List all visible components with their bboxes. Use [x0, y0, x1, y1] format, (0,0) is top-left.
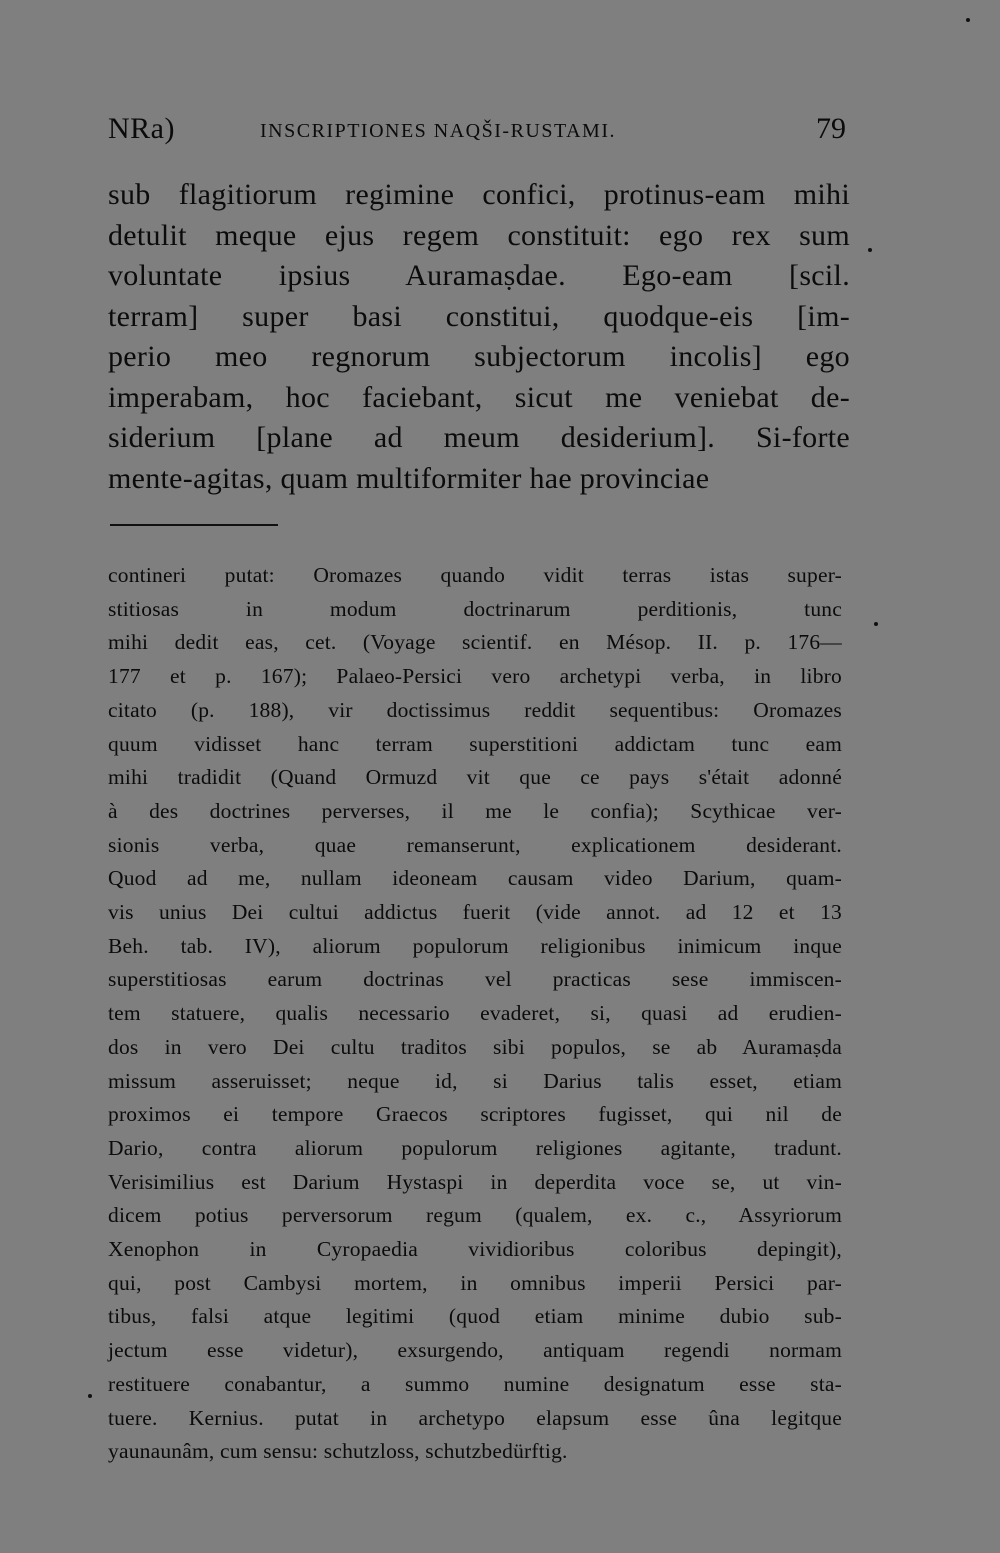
footnote-line: contineri putat: Oromazes quando vidit terras istas super-	[108, 563, 842, 587]
main-text-line: mente-agitas, quam multiformiter hae provinciae	[108, 461, 710, 495]
footnote-line: stitiosas in modum doctrinarum perditionis, tunc	[108, 596, 842, 621]
main-text	[108, 175, 850, 499]
main-text-line: detulit meque ejus regem constituit: ego rex sum	[108, 218, 850, 252]
page-title: INSCRIPTIONES NAQŠI-RUSTAMI.	[260, 120, 616, 142]
footnote-line: Xenophon in Cyropaedia vividioribus coloribus depingit),	[108, 1237, 842, 1262]
footnote-line: jectum esse videtur), exsurgendo, antiquam regendi normam	[108, 1338, 842, 1363]
footnote-line: 177 et p. 167); Palaeo-Persici vero archetypi verba, in libro	[108, 664, 842, 689]
footnote-line: Beh. tab. IV), aliorum populorum religionibus inimicum inque	[108, 933, 842, 958]
print-speck	[874, 622, 878, 626]
footnote-line: Dario, contra aliorum populorum religiones agitante, tradunt.	[108, 1135, 842, 1160]
main-text-line: siderium [plane ad meum desiderium]. Si-forte	[108, 421, 850, 454]
print-speck	[966, 18, 970, 22]
footnote	[108, 559, 842, 1469]
main-text-line: voluntate ipsius Auramaṣdae. Ego-eam [scil.	[108, 259, 850, 292]
main-text-line: terram] super basi constitui, quodque-eis [im-	[108, 299, 850, 333]
footnote-line: vis unius Dei cultui addictus fuerit (vide annot. ad 12 et 13	[108, 900, 842, 925]
footnote-line: missum asseruisset; neque id, si Darius talis esset, etiam	[108, 1068, 842, 1093]
footnote-line: Quod ad me, nullam ideoneam causam video Darium, quam-	[108, 866, 842, 891]
footnote-line: tem statuere, qualis necessario evaderet, si, quasi ad erudien-	[108, 1001, 842, 1026]
page-number: 79	[816, 112, 846, 145]
footnote-line: proximos ei tempore Graecos scriptores fugisset, qui nil de	[108, 1102, 842, 1127]
main-text-line: perio meo regnorum subjectorum incolis] ego	[108, 340, 850, 373]
section-label: NRa)	[108, 112, 175, 145]
footnote-line: tibus, falsi atque legitimi (quod etiam minime dubio sub-	[108, 1304, 842, 1329]
footnote-line: mihi dedit eas, cet. (Voyage scientif. en Mésop. II. p. 176—	[108, 630, 842, 655]
footnote-line: qui, post Cambysi mortem, in omnibus imperii Persici par-	[108, 1270, 842, 1295]
print-speck	[868, 248, 872, 252]
footnote-line: yaunaunâm, cum sensu: schutzloss, schutzbedürftig.	[108, 1439, 568, 1464]
footnote-line: tuere. Kernius. putat in archetypo elapsum esse ûna legitque	[108, 1405, 842, 1430]
main-text-line: sub flagitiorum regimine confici, protinus-eam mihi	[108, 178, 850, 211]
footnote-line: dicem potius perversorum regum (qualem, ex. c., Assyriorum	[108, 1203, 842, 1228]
footnote-divider	[110, 524, 278, 526]
footnote-line: dos in vero Dei cultu traditos sibi populos, se ab Auramaṣda	[108, 1034, 842, 1059]
footnote-line: citato (p. 188), vir doctissimus reddit sequentibus: Oromazes	[108, 697, 842, 722]
main-text-line: imperabam, hoc faciebant, sicut me veniebat de-	[108, 380, 850, 414]
footnote-line: sionis verba, quae remanserunt, explicationem desiderant.	[108, 832, 842, 857]
footnote-line: Verisimilius est Darium Hystaspi in deperdita voce se, ut vin-	[108, 1169, 842, 1194]
footnote-line: restituere conabantur, a summo numine designatum esse sta-	[108, 1371, 842, 1396]
print-speck	[88, 1394, 92, 1398]
footnote-line: quum vidisset hanc terram superstitioni addictam tunc eam	[108, 731, 842, 756]
running-header	[108, 112, 850, 152]
footnote-line: superstitiosas earum doctrinas vel practicas sese immiscen-	[108, 967, 842, 992]
footnote-line: mihi tradidit (Quand Ormuzd vit que ce pays s'était adonné	[108, 765, 842, 790]
footnote-line: à des doctrines perverses, il me le confia); Scythicae ver-	[108, 798, 842, 823]
